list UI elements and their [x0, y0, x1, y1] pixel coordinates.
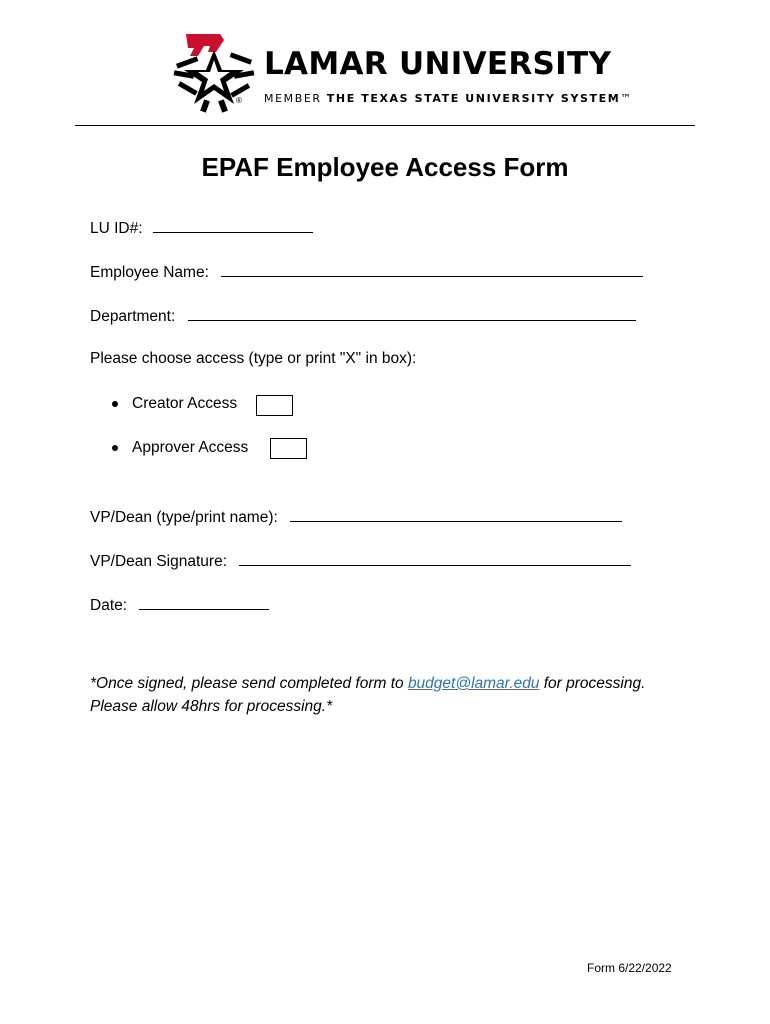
form-title: EPAF Employee Access Form	[201, 152, 569, 182]
vp-dean-name-label: VP/Dean (type/print name):	[90, 509, 278, 526]
approver-access-label: Approver Access	[132, 439, 249, 456]
bullet-icon	[112, 401, 118, 407]
budget-email-link[interactable]: budget@lamar.edu	[407, 675, 540, 692]
department-label: Department:	[90, 308, 176, 325]
member-line	[264, 92, 633, 105]
department-row	[90, 306, 636, 326]
date-label: Date:	[90, 597, 128, 614]
lamar-university-star-logo	[172, 30, 256, 114]
member-prefix: MEMBER	[264, 92, 322, 105]
date-field[interactable]	[139, 595, 269, 610]
vp-dean-signature-row	[90, 551, 631, 571]
lu-id-row	[90, 218, 313, 238]
vp-dean-signature-label: VP/Dean Signature:	[90, 553, 228, 570]
access-option-creator	[112, 395, 237, 413]
form-version: Form 6/22/2022	[587, 961, 672, 975]
header-divider	[75, 125, 695, 126]
employee-name-label: Employee Name:	[90, 264, 209, 281]
note-text-3: Please allow 48hrs for processing.*	[90, 698, 333, 715]
access-option-approver	[112, 439, 248, 457]
employee-name-field[interactable]	[221, 262, 643, 277]
member-system: THE TEXAS STATE UNIVERSITY SYSTEM	[326, 92, 621, 105]
trademark: ™	[620, 92, 633, 105]
note-text-2: for processing.	[539, 675, 646, 692]
employee-name-row	[90, 262, 643, 282]
university-logo	[172, 30, 633, 114]
university-name: LAMAR UNIVERSITY	[264, 46, 612, 82]
registered-mark: ®	[236, 96, 242, 105]
creator-access-checkbox[interactable]	[256, 395, 293, 416]
note-text-1: *Once signed, please send completed form to	[90, 675, 408, 692]
bullet-icon	[112, 445, 118, 451]
department-field[interactable]	[188, 306, 636, 321]
lu-id-field[interactable]	[153, 218, 313, 233]
date-row	[90, 595, 269, 615]
submission-note	[90, 672, 710, 718]
vp-dean-name-row	[90, 507, 622, 527]
vp-dean-name-field[interactable]	[290, 507, 622, 522]
creator-access-label: Creator Access	[132, 395, 238, 412]
approver-access-checkbox[interactable]	[270, 438, 307, 459]
vp-dean-signature-field[interactable]	[239, 551, 631, 566]
choose-access-text: Please choose access (type or print "X" in box):	[90, 350, 417, 367]
lu-id-label: LU ID#:	[90, 220, 143, 237]
